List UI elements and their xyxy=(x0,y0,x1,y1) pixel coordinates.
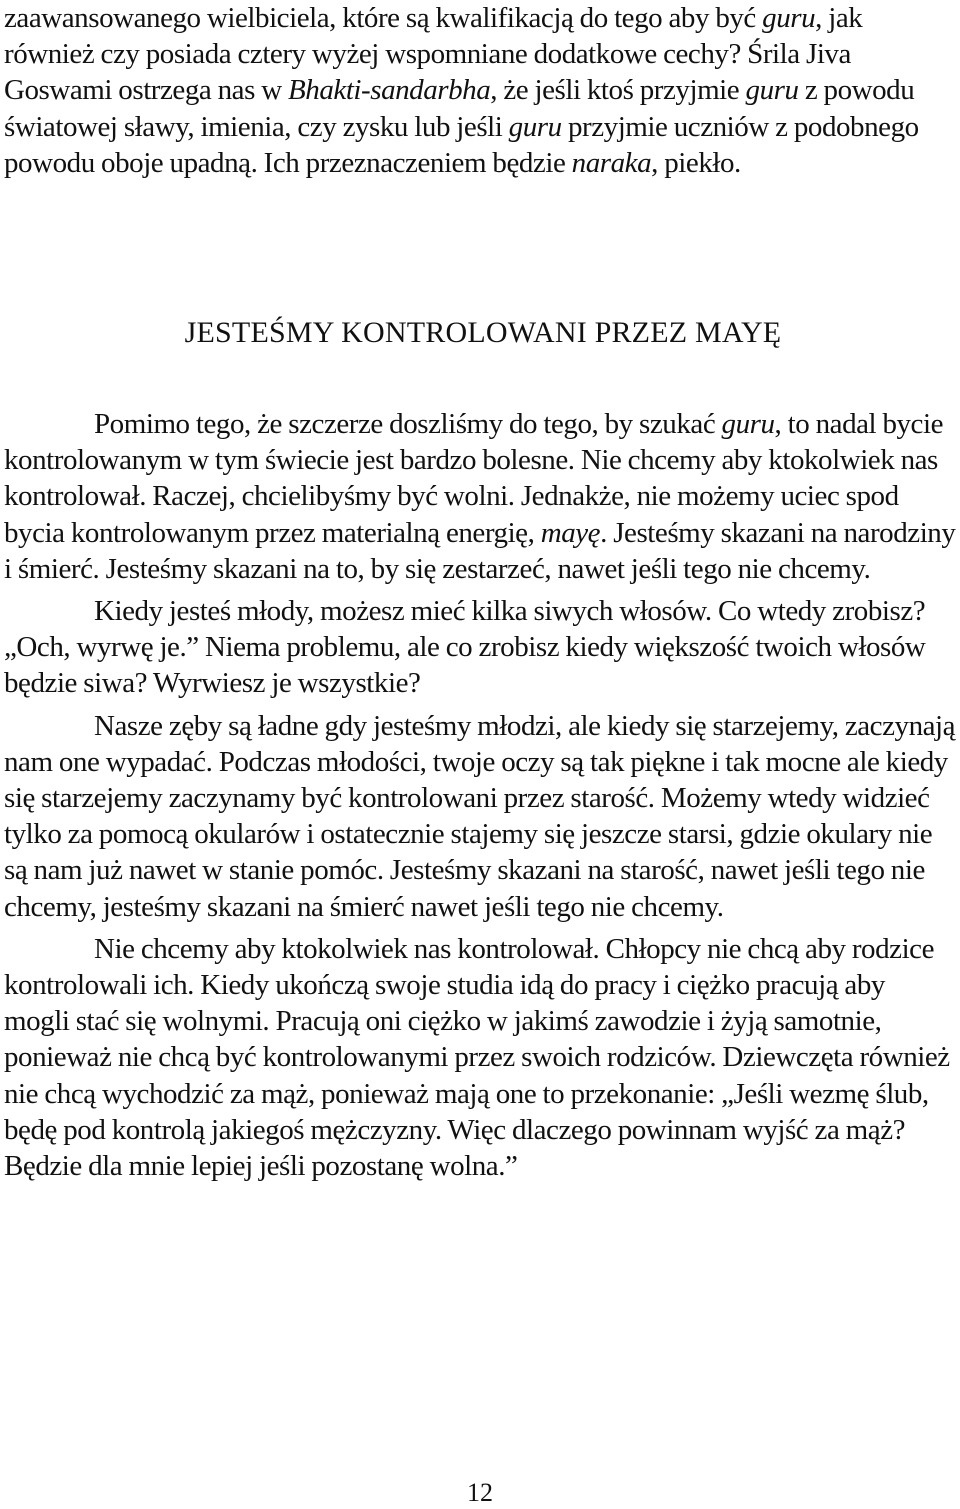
text-run: przyjmie uczniów z podobnego powodu oboje upadną. Ich przeznaczeniem będzie xyxy=(4,110,919,179)
text-run: Nie chcemy aby ktokolwiek nas kontrolował. Chłopcy nie chcą aby rodzice kontrolowali ich. Kiedy ukończą swoje studia idą do pracy i ciężko pracują aby mogli stać się wolnymi. Pracują oni ciężko w jakimś zawodzie i żyją samotnie, ponieważ nie chcą być kontrolowanymi przez swoich rodziców. Dziewczęta również nie chcą wychodzić za mąż, ponieważ mają one to przekonanie: „Jeśli wezmę ślub, będę pod kontrolą jakiegoś mężczyzny. Więc dlaczego powinnam wyjść za mąż? Będzie dla mnie lepiej jeśli pozostanę wolna.” xyxy=(4,932,950,1183)
text-run: z powodu światowej sławy, imienia, czy zysku lub jeśli xyxy=(4,74,915,143)
page-number: 12 xyxy=(467,1478,493,1507)
italic-term: naraka xyxy=(571,146,652,179)
body-text xyxy=(4,406,956,1184)
section-heading-text: JESTEŚMY KONTROLOWANI PRZEZ MAYĘ xyxy=(184,316,782,349)
italic-term: Bhakti-sandarbha xyxy=(288,74,491,107)
text-run: zaawansowanego wielbiciela, które są kwalifikacją do tego aby być xyxy=(4,2,763,34)
text-run: . Jesteśmy skazani na narodziny i śmierć. Jesteśmy skazani na to, by się zestarzeć, nawet jeśli tego nie chcemy. xyxy=(4,516,956,585)
text-run: , że jeśli ktoś przyjmie xyxy=(490,74,746,107)
text-run: Nasze zęby są ładne gdy jesteśmy młodzi, ale kiedy się starzejemy, zaczynają nam one wypadać. Podczas młodości, twoje oczy są tak piękne i tak mocne ale kiedy się starzejemy zaczynamy być kontrolowani przez starość. Możemy wtedy widzieć tylko za pomocą okularów i ostatecznie stajemy się jeszcze starsi, gdzie okulary nie są nam już nawet w stanie pomóc. Jesteśmy skazani na starość, nawet jeśli tego nie chcemy, jesteśmy skazani na śmierć nawet jeśli tego nie chcemy. xyxy=(4,709,956,923)
paragraph xyxy=(4,406,956,587)
top-paragraph xyxy=(4,0,956,181)
section-heading xyxy=(0,313,960,353)
text-run: , to nadal bycie kontrolowanym w tym świecie jest bardzo bolesne. Nie chcemy aby ktokolwiek nas kontrolował. Raczej, chcielibyśmy być wolni. Jednakże, nie możemy uciec spod bycia kontrolowanym przez materialną energię, xyxy=(4,408,944,549)
paragraph xyxy=(4,931,956,1184)
text-run: Kiedy jesteś młody, możesz mieć kilka siwych włosów. Co wtedy zrobisz? „Och, wyrwę je.” Niema problemu, ale co zrobisz kiedy większość twoich włosów będzie siwa? Wyrwiesz je wszystkie? xyxy=(4,595,926,700)
text-run: , jak również czy posiada cztery wyżej wspomniane dodatkowe cechy? Śrila Jiva Goswami ostrzega nas w xyxy=(4,2,863,107)
paragraph xyxy=(4,593,956,702)
italic-term: mayę xyxy=(540,516,601,549)
italic-term: guru xyxy=(508,110,562,143)
italic-term: guru xyxy=(745,74,799,107)
paragraph-text xyxy=(4,0,956,181)
paragraph xyxy=(4,708,956,925)
text-run: Pomimo tego, że szczerze doszliśmy do tego, by szukać xyxy=(94,408,722,440)
text-run: , piekło. xyxy=(651,146,741,179)
italic-term: guru xyxy=(762,2,816,34)
italic-term: guru xyxy=(721,408,775,440)
